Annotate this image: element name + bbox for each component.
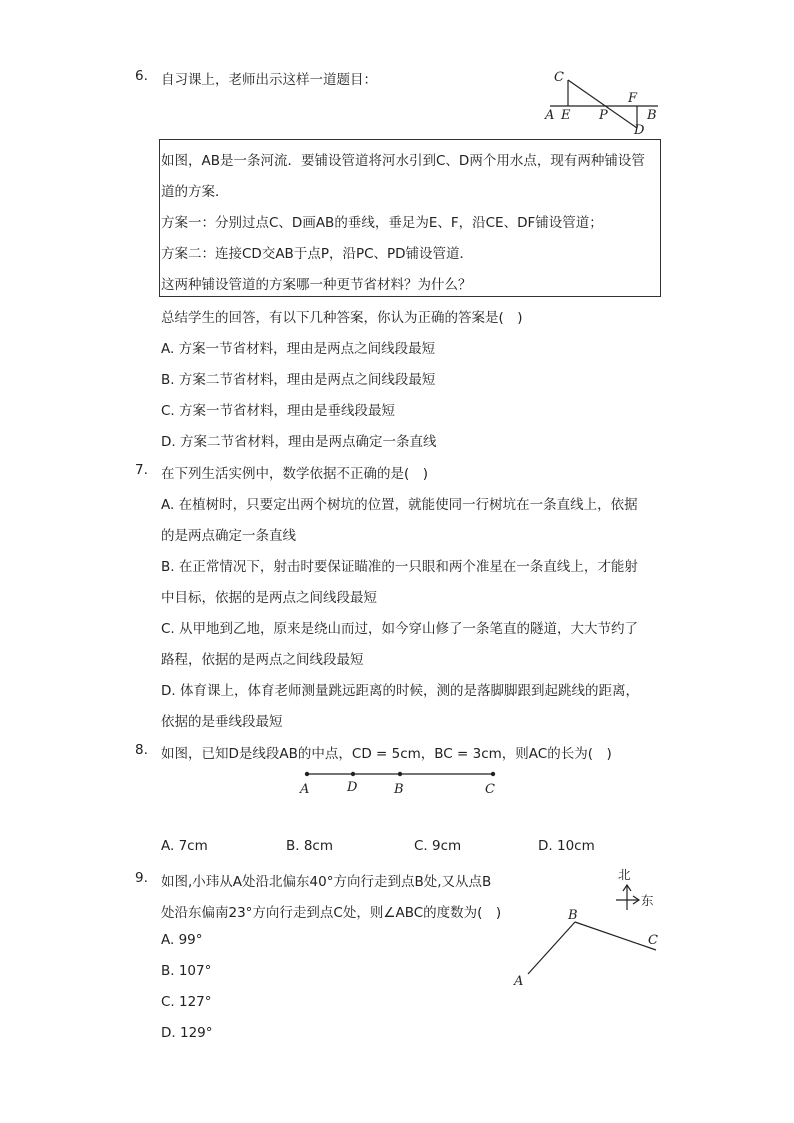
q9-number: 9.	[135, 870, 148, 886]
q8-label-D: D	[347, 780, 358, 795]
q7-option-c-line2: 路程，依据的是两点之间线段最短	[161, 652, 364, 668]
q6-box-line2: 道的方案．	[161, 184, 229, 200]
q7-number: 7.	[135, 462, 148, 478]
q9-option-b: B. 107°	[161, 963, 212, 979]
q6-box-line4: 方案二：连接CD交AB于点P，沿PC、PD铺设管道．	[161, 246, 474, 262]
q6-option-d: D. 方案二节省材料，理由是两点确定一条直线	[161, 434, 437, 450]
q7-option-d-line1: D. 体育课上，体育老师测量跳远距离的时候，测的是落脚脚跟到起跳线的距离，	[161, 683, 639, 699]
q7-option-b-line1: B. 在正常情况下，射击时要保证瞄准的一只眼和两个准星在一条直线上，才能射	[161, 559, 638, 575]
q8-label-A: A	[300, 782, 310, 797]
q9-figure	[508, 864, 668, 990]
q9-label-north: 北	[618, 867, 631, 882]
q7-option-a-line2: 的是两点确定一条直线	[161, 528, 296, 544]
q9-option-d: D. 129°	[161, 1025, 213, 1041]
q8-label-C: C	[485, 782, 495, 797]
q9-option-a: A. 99°	[161, 932, 203, 948]
q8-option-b: B. 8cm	[286, 838, 334, 854]
q7-stem: 在下列生活实例中，数学依据不正确的是( )	[161, 466, 429, 482]
q9-stem-line1: 如图,小玮从A处沿北偏东40°方向行走到点B处,又从点B	[161, 874, 492, 890]
q8-number: 8.	[135, 742, 148, 758]
q6-figure	[540, 66, 665, 138]
q6-prompt: 总结学生的回答，有以下几种答案，你认为正确的答案是( )	[161, 310, 523, 326]
q6-option-a: A. 方案一节省材料，理由是两点之间线段最短	[161, 341, 436, 357]
q6-option-c: C. 方案一节省材料，理由是垂线段最短	[161, 403, 396, 419]
q8-label-B: B	[394, 782, 404, 797]
q6-label-P: P	[599, 108, 608, 123]
q8-option-d: D. 10cm	[538, 838, 595, 854]
q6-label-C: C	[554, 70, 564, 85]
q9-label-east: 东	[641, 893, 654, 908]
q7-option-d-line2: 依据的是垂线段最短	[161, 714, 283, 730]
q7-option-c-line1: C. 从甲地到乙地，原来是绕山而过，如今穿山修了一条笔直的隧道，大大节约了	[161, 621, 639, 637]
q6-option-b: B. 方案二节省材料，理由是两点之间线段最短	[161, 372, 436, 388]
q6-label-A: A	[545, 108, 555, 123]
q6-label-D: D	[634, 123, 645, 138]
q6-label-F: F	[628, 91, 638, 106]
q8-option-c: C. 9cm	[414, 838, 462, 854]
q8-stem: 如图，已知D是线段AB的中点，CD = 5cm，BC = 3cm，则AC的长为( )	[161, 746, 612, 762]
q6-stem: 自习课上，老师出示这样一道题目：	[161, 72, 377, 88]
q8-option-a: A. 7cm	[161, 838, 208, 854]
q6-label-B: B	[647, 108, 657, 123]
q8-figure	[295, 764, 505, 800]
q9-stem-line2: 处沿东偏南23°方向行走到点C处，则∠ABC的度数为( )	[161, 905, 502, 921]
q7-option-b-line2: 中目标，依据的是两点之间线段最短	[161, 590, 377, 606]
q9-label-B: B	[568, 908, 578, 923]
q9-option-c: C. 127°	[161, 994, 212, 1010]
q9-label-A: A	[514, 974, 524, 989]
q7-option-a-line1: A. 在植树时，只要定出两个树坑的位置，就能使同一行树坑在一条直线上，依据	[161, 497, 638, 513]
q9-label-C: C	[648, 933, 658, 948]
q6-box-line1: 如图，AB是一条河流．要铺设管道将河水引到C、D两个用水点，现有两种铺设管	[161, 153, 645, 169]
q6-box-line5: 这两种铺设管道的方案哪一种更节省材料？为什么？	[161, 277, 472, 293]
q6-number: 6.	[135, 68, 148, 84]
q6-label-E: E	[561, 108, 571, 123]
q6-box-line3: 方案一：分别过点C、D画AB的垂线，垂足为E、F，沿CE、DF铺设管道；	[161, 215, 603, 231]
